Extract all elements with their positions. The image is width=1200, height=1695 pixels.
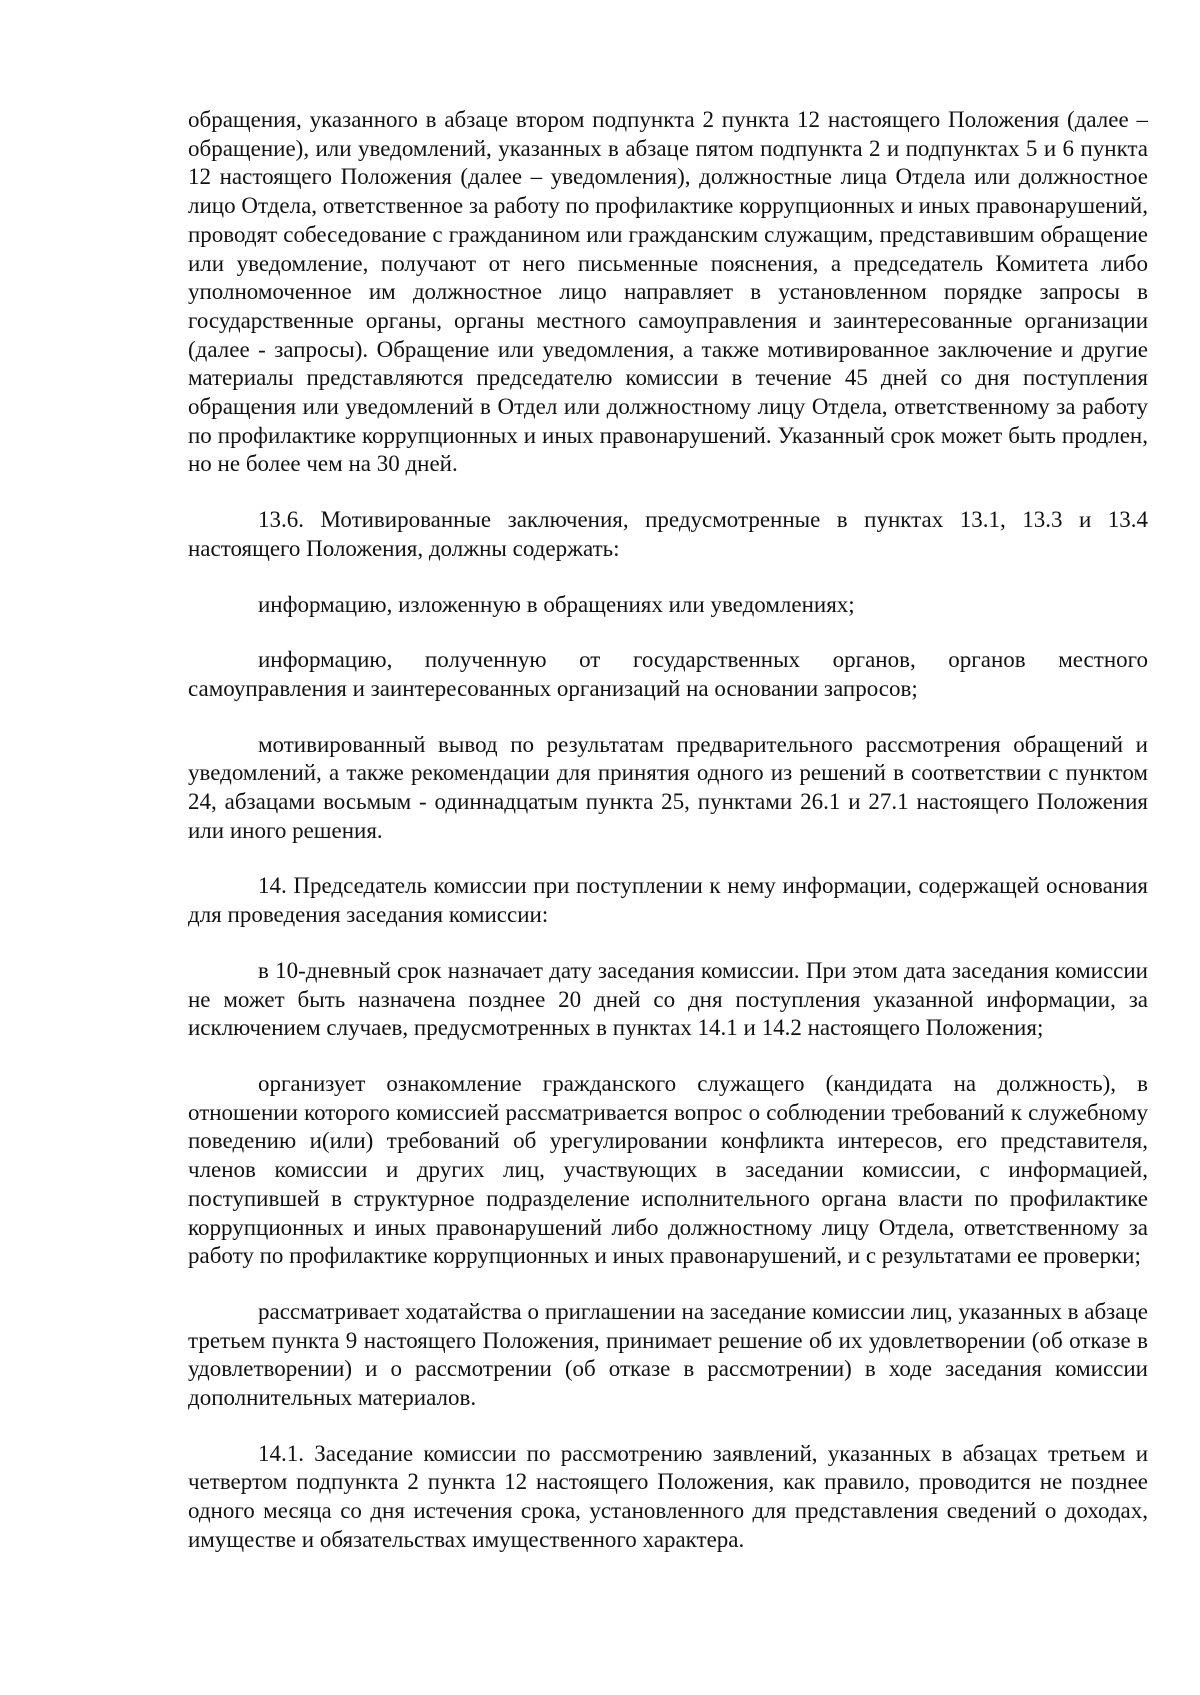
- paragraph-14-1: 14.1. Заседание комиссии по рассмотрению заявлений, указанных в абзацах третьем и четвертом подпункта 2 пункта 12 настоящего Положения, как правило, проводится не позднее одного месяца со дня истечения срока, установленного для представления сведений о доходах, имуществе и обязательствах имущественного характера.: [188, 1440, 1148, 1552]
- paragraph-list-item: информацию, полученную от государственных органов, органов местного самоуправления и заинтересованных организаций на основании запросов;: [188, 647, 1148, 701]
- paragraph-list-item: организует ознакомление гражданского служащего (кандидата на должность), в отношении которого комиссией рассматривается вопрос о соблюдении требований к служебному поведению и(или) требований об урегулировании конфликта интересов, его представителя, членов комиссии и других лиц, участвующих в заседании комиссии, с информацией, поступившей в структурное подразделение исполнительного органа власти по профилактике коррупционных и иных правонарушений либо должностному лицу Отдела, ответственному за работу по профилактике коррупционных и иных правонарушений, и с результатами ее проверки;: [188, 1070, 1148, 1269]
- paragraph-list-item: мотивированный вывод по результатам предварительного рассмотрения обращений и уведомлений, а также рекомендации для принятия одного из решений в соответствии с пунктом 24, абзацами восьмым - одиннадцатым пункта 25, пунктами 26.1 и 27.1 настоящего Положения или иного решения.: [188, 731, 1148, 843]
- paragraph-continuation: обращения, указанного в абзаце втором подпункта 2 пункта 12 настоящего Положения (далее – обращение), или уведомлений, указанных в абзаце пятом подпункта 2 и подпунктах 5 и 6 пункта 12 настоящего Положения (далее – уведомления), должностные лица Отдела или должностное лицо Отдела, ответственное за работу по профилактике коррупционных и иных правонарушений, проводят собеседование с гражданином или гражданским служащим, представившим обращение или уведомление, получают от него письменные пояснения, а председатель Комитета либо уполномоченное им должностное лицо направляет в установленном порядке запросы в государственные органы, органы местного самоуправления и заинтересованные организации (далее - запросы). Обращение или уведомления, а также мотивированное заключение и другие материалы представляются председателю комиссии в течение 45 дней со дня поступления обращения или уведомлений в Отдел или должностному лицу Отдела, ответственному за работу по профилактике коррупционных и иных правонарушений. Указанный срок может быть продлен, но не более чем на 30 дней.: [188, 107, 1148, 477]
- paragraph-list-item: рассматривает ходатайства о приглашении на заседание комиссии лиц, указанных в абзаце третьем пункта 9 настоящего Положения, принимает решение об их удовлетворении (об отказе в удовлетворении) и о рассмотрении (об отказе в рассмотрении) в ходе заседания комиссии дополнительных материалов.: [188, 1298, 1148, 1411]
- document-page: [188, 106, 1148, 1555]
- paragraph-list-item: в 10-дневный срок назначает дату заседания комиссии. При этом дата заседания комиссии не может быть назначена позднее 20 дней со дня поступления указанной информации, за исключением случаев, предусмотренных в пунктах 14.1 и 14.2 настоящего Положения;: [188, 957, 1148, 1041]
- paragraph-14: 14. Председатель комиссии при поступлении к нему информации, содержащей основания для проведения заседания комиссии:: [188, 873, 1148, 928]
- paragraph-13-6: 13.6. Мотивированные заключения, предусмотренные в пунктах 13.1, 13.3 и 13.4 настоящего Положения, должны содержать:: [188, 507, 1148, 561]
- paragraph-list-item: информацию, изложенную в обращениях или уведомлениях;: [258, 591, 855, 617]
